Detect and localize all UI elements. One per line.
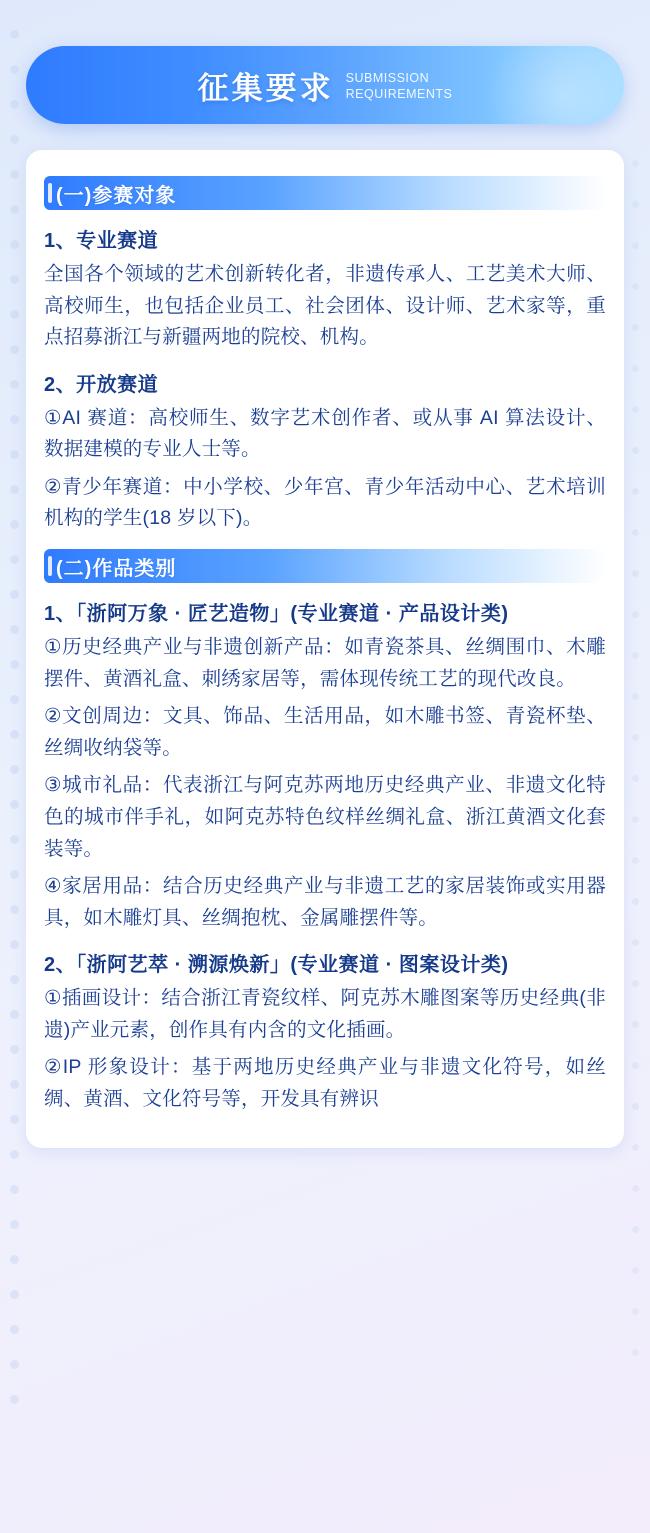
- subheading-product-design: 1、「浙阿万象 · 匠艺造物」(专业赛道 · 产品设计类): [44, 603, 509, 626]
- requirements-card: [26, 150, 624, 1148]
- banner-title: 征集要求: [197, 70, 334, 106]
- subheading-open-track: 2、开放赛道: [44, 373, 159, 396]
- paragraph-city-gifts: ③城市礼品：代表浙江与阿克苏两地历史经典产业、非遗文化特色的城市伴手礼，如阿克苏特色纹样丝绸礼盒、浙江黄酒文化套装等。: [44, 774, 606, 860]
- paragraph-illustration-design: ①插画设计：结合浙江青瓷纹样、阿克苏木雕图案等历史经典(非遗)产业元素，创作具有内含的文化插画。: [44, 987, 606, 1041]
- banner-subtitle-line1: SUBMISSION: [345, 71, 430, 86]
- paragraph-youth-track: ②青少年赛道：中小学校、少年宫、青少年活动中心、艺术培训机构的学生(18 岁以下)。: [44, 475, 606, 530]
- paragraph-ip-design: ②IP 形象设计：基于两地历史经典产业与非遗文化符号，如丝绸、黄酒、文化符号等，开发具有辨识: [44, 1056, 606, 1110]
- subheading-pattern-design: 2、「浙阿艺萃 · 溯源焕新」(专业赛道 · 图案设计类): [44, 954, 509, 977]
- paragraph-ai-track: ①AI 赛道：高校师生、数字艺术创作者、或从事 AI 算法设计、数据建模的专业人士等。: [44, 406, 606, 461]
- banner-header: [26, 46, 624, 124]
- paragraph-home-goods: ④家居用品：结合历史经典产业与非遗工艺的家居装饰或实用器具，如木雕灯具、丝绸抱枕、金属雕摆件等。: [44, 875, 606, 929]
- paragraph-cultural-merch: ②文创周边：文具、饰品、生活用品，如木雕书签、青瓷杯垫、丝绸收纳袋等。: [44, 705, 606, 759]
- banner-subtitle-line2: REQUIREMENTS: [345, 87, 453, 101]
- section-heading-text: (一)参赛对象: [56, 184, 177, 207]
- section-heading-text: (二)作品类别: [56, 557, 177, 580]
- banner-subtitle: [346, 71, 453, 102]
- subheading-professional-track: 1、专业赛道: [44, 230, 159, 252]
- section-heading-categories: [44, 549, 606, 583]
- paragraph-heritage-products: ①历史经典产业与非遗创新产品：如青瓷茶具、丝绸围巾、木雕摆件、黄酒礼盒、刺绣家居等，需体现传统工艺的现代改良。: [44, 636, 606, 690]
- paragraph-professional-track: 全国各个领域的艺术创新转化者，非遗传承人、工艺美术大师、高校师生，也包括企业员工、社会团体、设计师、艺术家等，重点招募浙江与新疆两地的院校、机构。: [44, 263, 606, 349]
- section-heading-participants: [44, 176, 606, 210]
